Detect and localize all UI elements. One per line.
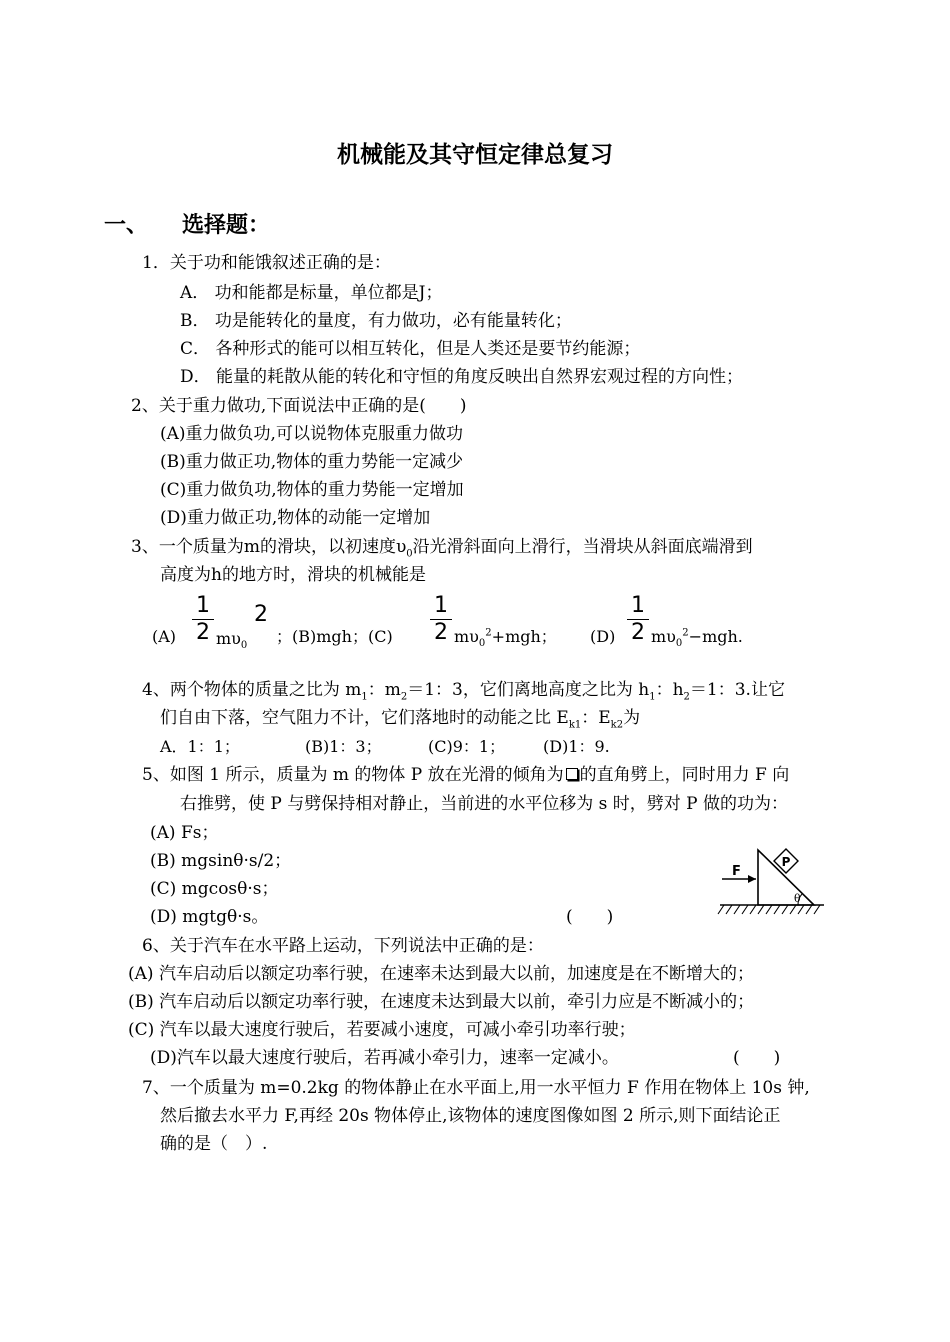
q7-stem-line2: 然后撤去水平力 F,再经 20s 物体停止,该物体的速度图像如图 2 所示,则下面结论正 [160, 1106, 781, 1126]
q4-option-b: (B)1：3； [305, 737, 382, 756]
q4-option-c: (C)9：1； [428, 737, 506, 756]
q1-option-c: C． 各种形式的能可以相互转化，但是人类还是要节约能源； [180, 339, 641, 359]
q3-option-c-expr: $m\upsilon_0^2+mgh$； [454, 627, 557, 650]
q3-option-d-expr: $m\upsilon_0^2-mgh$. [651, 627, 743, 650]
q3-option-b: ；(B)mgh；(C) [276, 627, 393, 646]
q2-option-d: (D)重力做正功,物体的动能一定增加 [160, 508, 431, 528]
q5-stem-line2: 右推劈，使 P 与劈保持相对静止，当前进的水平位移为 s 时，劈对 P 做的功为： [180, 794, 789, 814]
q4-stem-line2: 们自由下落，空气阻力不计，它们落地时的动能之比 $E_{k1}$：$E_{k2}$为 [160, 708, 641, 731]
q7-stem-line1: 7、一个质量为 m=0.2kg 的物体静止在水平面上,用一水平恒力 F 作用在物体上 10s 钟, [142, 1078, 810, 1098]
q2-option-c: (C)重力做负功,物体的重力势能一定增加 [160, 480, 464, 500]
q5-option-d: (D) mgtgθ·s。 [150, 907, 269, 927]
q3-option-a-expr: $m\upsilon_0$ [216, 629, 248, 652]
q4-option-a: A．1：1； [160, 737, 240, 756]
q6-option-c: (C) 汽车以最大速度行驶后，若要减小速度，可减小牵引功率行驶； [128, 1020, 636, 1040]
q6-stem: 6、关于汽车在水平路上运动，下列说法中正确的是： [142, 936, 544, 956]
wedge-figure [712, 838, 828, 922]
q6-option-d: (D)汽车以最大速度行驶后，若再减小牵引力，速率一定减小。 [150, 1048, 619, 1068]
angle-label: θ [794, 892, 801, 905]
q3-option-a-fraction: 1 2 [192, 594, 214, 645]
q3-option-c-fraction: 1 2 [430, 594, 452, 645]
q3-option-d-fraction: 1 2 [627, 594, 649, 645]
q3-option-d-label: (D) [590, 627, 616, 646]
q3-stem-line1: 3、一个质量为m的滑块，以初速度$\upsilon_0$沿光滑斜面向上滑行，当滑块从斜面底端滑到 [131, 537, 753, 560]
q6-option-b: (B) 汽车启动后以额定功率行驶，在速度未达到最大以前，牵引力应是不断减小的； [128, 992, 755, 1012]
q1-stem: 1．关于功和能饿叙述正确的是： [142, 253, 391, 273]
q2-stem: 2、关于重力做功,下面说法中正确的是( ) [131, 396, 467, 416]
q6-option-a: (A) 汽车启动后以额定功率行驶，在速率未达到最大以前，加速度是在不断增大的； [128, 964, 754, 984]
section-number: 一、 [104, 213, 149, 238]
section-heading: 选择题： [182, 213, 271, 238]
q6-answer-bracket: ( ) [733, 1048, 781, 1068]
force-label: F [732, 864, 741, 879]
q5-stem-line1: 5、如图 1 所示，质量为 m 的物体 P 放在光滑的倾角为 的直角劈上，同时用力 F 向 [142, 765, 790, 785]
q5-answer-bracket: ( ) [566, 907, 614, 927]
q5-option-c: (C) mgcosθ·s； [150, 879, 279, 899]
q1-option-b: B． 功是能转化的量度，有力做功，必有能量转化； [180, 311, 572, 331]
force-arrowhead [748, 875, 756, 883]
q3-option-a-label: (A) [152, 627, 177, 646]
ground-hatching [718, 905, 820, 914]
q4-option-d: (D)1：9. [543, 737, 610, 756]
block-p-label: P [781, 855, 791, 869]
q4-stem-line1: 4、两个物体的质量之比为 $m_1$：$m_2=1$：3，它们离地高度之比为 $h_1$：$h_2=1$：3.让它 [142, 680, 785, 703]
q3-stem-line2: 高度为h的地方时，滑块的机械能是 [160, 565, 426, 585]
angle-symbol-box [566, 768, 578, 780]
page-title: 机械能及其守恒定律总复习 [337, 142, 613, 168]
q5-option-b: (B) mgsinθ·s/2； [150, 851, 292, 871]
q1-option-d: D． 能量的耗散从能的转化和守恒的角度反映出自然界宏观过程的方向性； [180, 367, 744, 387]
q7-stem-line3: 确的是（ ）. [160, 1134, 268, 1154]
q2-option-b: (B)重力做正功,物体的重力势能一定减少 [160, 452, 464, 472]
q1-option-a: A． 功和能都是标量，单位都是J； [180, 283, 443, 303]
q3-option-a-exponent: 2 [254, 602, 268, 627]
q5-option-a: (A) Fs； [150, 823, 219, 843]
q2-option-a: (A)重力做负功,可以说物体克服重力做功 [160, 424, 463, 444]
